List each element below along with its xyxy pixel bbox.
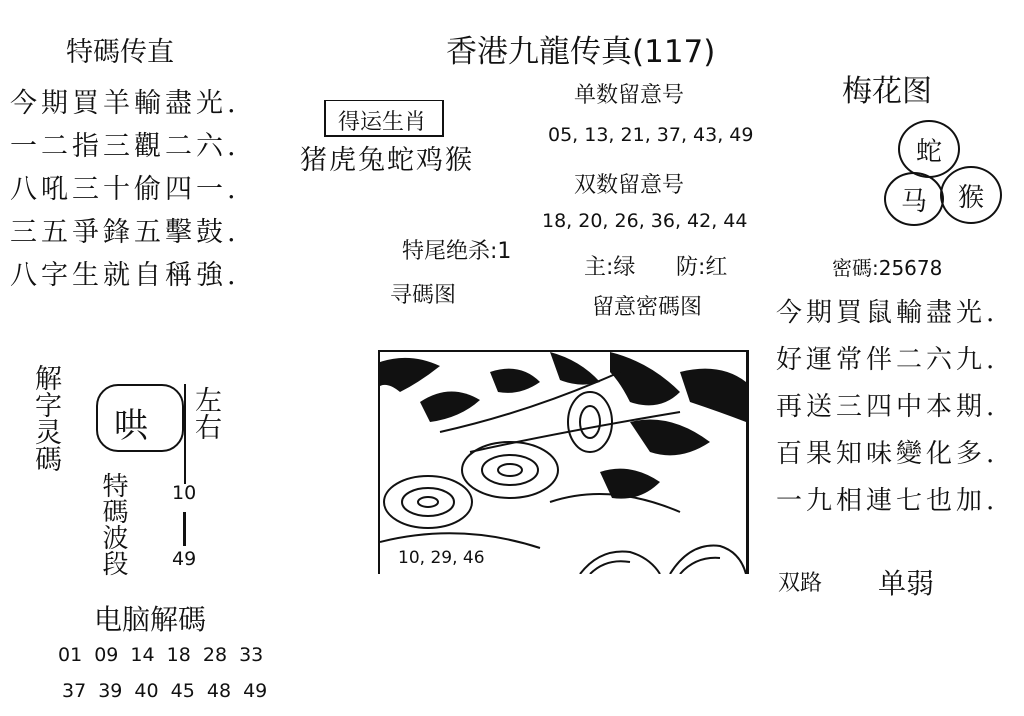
plum-title: 梅花图 xyxy=(842,74,932,109)
computer-code-row: 01 09 14 18 28 33 xyxy=(58,644,264,666)
left-poem-line: 八字生就自稱強. xyxy=(10,260,240,291)
left-poem-line: 一二指三觀二六. xyxy=(10,131,240,162)
right-poem-line: 今期買鼠輸盡光. xyxy=(776,298,999,328)
lucky-zodiac-label: 得运生肖 xyxy=(338,110,427,135)
special-wave-label: 特碼波段 xyxy=(98,472,128,576)
secret-code: 密碼:25678 xyxy=(832,256,943,280)
plum-item: 猴 xyxy=(957,182,984,213)
left-poem xyxy=(10,82,240,297)
find-code-label: 寻碼图 xyxy=(390,283,457,308)
right-poem-line: 百果知味變化多. xyxy=(776,439,999,469)
single-numbers-label: 单数留意号 xyxy=(574,83,685,108)
plum-circle xyxy=(898,120,960,178)
main-title-text: 香港九龍传真 xyxy=(446,34,632,70)
riddle-character-box xyxy=(96,384,184,452)
double-numbers: 18, 20, 26, 36, 42, 44 xyxy=(542,210,748,232)
double-numbers-label: 双数留意号 xyxy=(574,173,685,198)
big-small: 单弱 xyxy=(878,567,935,600)
riddle-character: 哄 xyxy=(114,406,148,446)
left-poem-line: 今期買羊輸盡光. xyxy=(10,88,240,119)
right-poem xyxy=(776,290,998,525)
right-poem-line: 再送三四中本期. xyxy=(776,392,999,422)
special-wave-to: 49 xyxy=(172,548,197,570)
issue-number: (117) xyxy=(632,34,716,70)
right-poem-line: 好運常伴二六九. xyxy=(776,345,999,375)
lucky-zodiac-animals: 猪虎兔蛇鸡猴 xyxy=(300,145,474,176)
left-title: 特碼传直 xyxy=(66,37,174,68)
left-poem-line: 八吼三十偷四一. xyxy=(10,174,240,205)
art-numbers: 10, 29, 46 xyxy=(398,548,485,568)
single-numbers: 05, 13, 21, 37, 43, 49 xyxy=(548,124,754,146)
guard-color: 防:红 xyxy=(676,255,728,280)
special-wave-from: 10 xyxy=(172,482,197,504)
plum-item: 马 xyxy=(900,186,927,217)
ink-landscape-drawing xyxy=(380,352,746,574)
special-tail: 特尾绝杀:1 xyxy=(402,239,512,264)
right-poem-line: 一九相連七也加. xyxy=(776,486,999,516)
computer-code-row: 37 39 40 45 48 49 xyxy=(62,680,268,702)
special-wave-range-line xyxy=(183,512,186,546)
odd-even: 双路 xyxy=(778,571,823,596)
riddle-divider xyxy=(184,384,186,484)
hidden-code-illustration xyxy=(378,350,749,574)
left-poem-line: 三五爭鋒五擊鼓. xyxy=(10,217,240,248)
plum-circle xyxy=(884,172,944,226)
main-title xyxy=(446,26,715,71)
riddle-label: 解字灵碼 xyxy=(30,364,61,472)
plum-item: 蛇 xyxy=(915,136,942,167)
hidden-code-label: 留意密碼图 xyxy=(592,295,703,320)
plum-circle xyxy=(940,166,1002,224)
riddle-side: 左右 xyxy=(190,386,221,440)
computer-code-label: 电脑解碼 xyxy=(94,603,207,636)
main-color: 主:绿 xyxy=(584,255,636,280)
lucky-zodiac-box xyxy=(324,100,444,137)
